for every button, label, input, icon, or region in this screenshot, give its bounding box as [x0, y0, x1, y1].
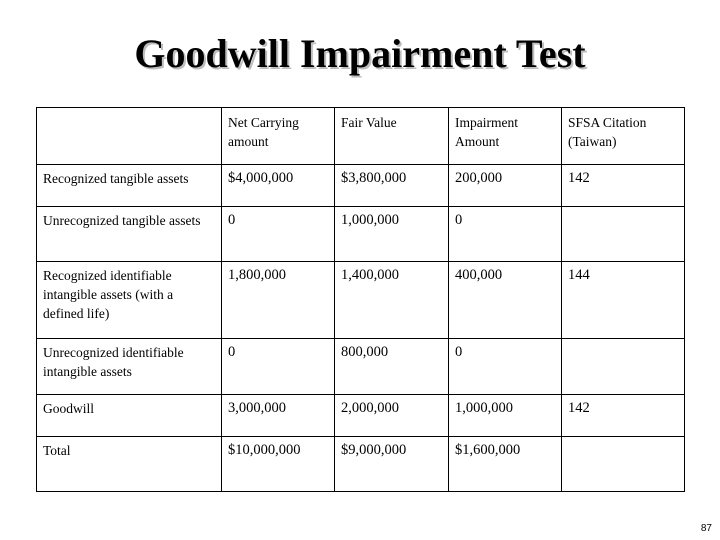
impairment-amount-cell: 0 — [449, 207, 562, 262]
header-cell-impairment-amount: Impairment Amount — [449, 108, 562, 165]
table-row — [37, 437, 685, 492]
fair-value-cell: $3,800,000 — [335, 165, 449, 207]
table-row — [37, 165, 685, 207]
net-carrying-amount-cell: $4,000,000 — [222, 165, 335, 207]
citation-cell — [562, 437, 685, 492]
fair-value-cell: 800,000 — [335, 339, 449, 395]
row-label: Recognized tangible assets — [37, 165, 222, 207]
impairment-amount-cell: $1,600,000 — [449, 437, 562, 492]
citation-cell — [562, 207, 685, 262]
row-label: Recognized identifiable intangible assets (with a defined life) — [37, 262, 222, 339]
net-carrying-amount-cell: 0 — [222, 207, 335, 262]
fair-value-cell: 1,000,000 — [335, 207, 449, 262]
citation-cell: 144 — [562, 262, 685, 339]
row-label: Unrecognized tangible assets — [37, 207, 222, 262]
impairment-amount-cell: 400,000 — [449, 262, 562, 339]
table-row — [37, 262, 685, 339]
impairment-amount-cell: 200,000 — [449, 165, 562, 207]
row-label: Goodwill — [37, 395, 222, 437]
row-label: Total — [37, 437, 222, 492]
header-row — [37, 108, 685, 165]
header-cell-fair-value: Fair Value — [335, 108, 449, 165]
header-cell-blank — [37, 108, 222, 165]
table-row — [37, 339, 685, 395]
header-cell-sfsa-citation: SFSA Citation (Taiwan) — [562, 108, 685, 165]
table-row — [37, 395, 685, 437]
table-row — [37, 207, 685, 262]
fair-value-cell: 1,400,000 — [335, 262, 449, 339]
citation-cell: 142 — [562, 165, 685, 207]
net-carrying-amount-cell: $10,000,000 — [222, 437, 335, 492]
citation-cell — [562, 339, 685, 395]
row-label: Unrecognized identifiable intangible assets — [37, 339, 222, 395]
fair-value-cell: $9,000,000 — [335, 437, 449, 492]
net-carrying-amount-cell: 0 — [222, 339, 335, 395]
fair-value-cell: 2,000,000 — [335, 395, 449, 437]
page-number: 87 — [700, 523, 712, 534]
impairment-table — [36, 107, 685, 492]
impairment-amount-cell: 0 — [449, 339, 562, 395]
header-cell-net-carrying-amount: Net Carrying amount — [222, 108, 335, 165]
net-carrying-amount-cell: 1,800,000 — [222, 262, 335, 339]
citation-cell: 142 — [562, 395, 685, 437]
impairment-amount-cell: 1,000,000 — [449, 395, 562, 437]
net-carrying-amount-cell: 3,000,000 — [222, 395, 335, 437]
slide-title: Goodwill Impairment Test — [134, 31, 586, 76]
